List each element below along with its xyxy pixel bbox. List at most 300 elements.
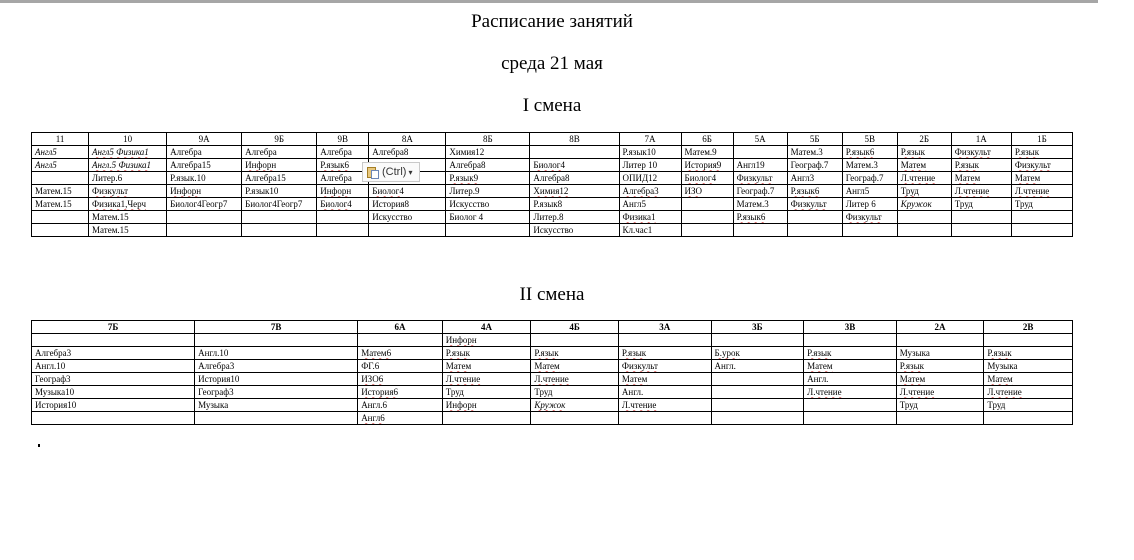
schedule-cell[interactable] bbox=[711, 386, 804, 399]
schedule-cell[interactable] bbox=[89, 172, 167, 185]
lesson-text: Матем bbox=[987, 373, 1013, 384]
table-row bbox=[32, 373, 1073, 386]
schedule-cell[interactable] bbox=[733, 146, 787, 159]
lesson-text: Физкульт bbox=[790, 198, 827, 209]
schedule-cell[interactable] bbox=[530, 159, 619, 172]
lesson-text: Л.чтение bbox=[987, 386, 1022, 397]
lesson-text: Музыка bbox=[198, 399, 229, 410]
schedule-cell[interactable] bbox=[1011, 172, 1072, 185]
schedule-cell[interactable] bbox=[984, 360, 1073, 373]
schedule-cell[interactable] bbox=[242, 198, 317, 211]
schedule-cell[interactable] bbox=[711, 347, 804, 360]
lesson-text: Физика1,Черч bbox=[92, 198, 146, 209]
lesson-text: Литер.6 bbox=[92, 172, 123, 183]
lesson-text: Матем6 bbox=[361, 347, 392, 358]
schedule-cell[interactable] bbox=[804, 373, 897, 386]
lesson-text: Англ.10 bbox=[35, 360, 66, 371]
lesson-text: Англ.5 Физика1 bbox=[92, 159, 152, 170]
column-header-2Б: 2Б bbox=[897, 133, 951, 146]
schedule-cell[interactable] bbox=[1011, 146, 1072, 159]
lesson-text: Алгебра15 bbox=[245, 172, 286, 183]
schedule-cell[interactable] bbox=[89, 211, 167, 224]
schedule-cell[interactable] bbox=[369, 211, 446, 224]
schedule-cell[interactable] bbox=[32, 412, 195, 425]
lesson-text: Биолог4 bbox=[320, 198, 352, 209]
lesson-text: Л.чтение bbox=[900, 172, 936, 183]
schedule-cell[interactable] bbox=[896, 412, 984, 425]
document-date: среда 21 мая bbox=[501, 53, 603, 74]
schedule-cell[interactable] bbox=[804, 360, 897, 373]
schedule-cell[interactable] bbox=[733, 159, 787, 172]
schedule-cell[interactable] bbox=[32, 224, 89, 237]
schedule-cell[interactable] bbox=[531, 386, 619, 399]
schedule-cell[interactable] bbox=[317, 211, 369, 224]
document-title: Расписание занятий bbox=[471, 11, 633, 32]
schedule-cell[interactable] bbox=[896, 373, 984, 386]
schedule-cell[interactable] bbox=[896, 360, 984, 373]
schedule-cell[interactable] bbox=[242, 185, 317, 198]
schedule-cell[interactable] bbox=[32, 159, 89, 172]
lesson-text: Р.язык6 bbox=[845, 146, 875, 157]
schedule-cell[interactable] bbox=[681, 224, 733, 237]
column-header-4Б: 4Б bbox=[531, 321, 619, 334]
schedule-cell[interactable] bbox=[317, 224, 369, 237]
schedule-cell[interactable] bbox=[446, 198, 530, 211]
table-row bbox=[32, 211, 1073, 224]
schedule-cell[interactable] bbox=[317, 185, 369, 198]
lesson-text: Географ.7 bbox=[736, 185, 775, 196]
lesson-text: Матем bbox=[807, 360, 833, 371]
schedule-cell[interactable] bbox=[842, 146, 897, 159]
shift2-schedule-table bbox=[31, 320, 1073, 425]
schedule-cell[interactable] bbox=[1011, 185, 1072, 198]
schedule-cell[interactable] bbox=[32, 373, 195, 386]
lesson-text: Физкульт bbox=[92, 185, 129, 196]
lesson-text: ИЗО6 bbox=[361, 373, 384, 384]
schedule-cell[interactable] bbox=[167, 211, 242, 224]
schedule-cell[interactable] bbox=[89, 159, 167, 172]
schedule-cell[interactable] bbox=[681, 146, 733, 159]
table-row bbox=[32, 159, 1073, 172]
lesson-text: Литер.9 bbox=[449, 185, 480, 196]
schedule-cell[interactable] bbox=[32, 146, 89, 159]
schedule-cell[interactable] bbox=[446, 159, 530, 172]
lesson-text: Труд bbox=[1014, 198, 1033, 209]
chevron-down-icon: ▾ bbox=[408, 167, 413, 177]
lesson-text: Искусство bbox=[372, 211, 413, 222]
schedule-cell[interactable] bbox=[897, 172, 951, 185]
column-header-1А: 1А bbox=[951, 133, 1011, 146]
schedule-cell[interactable] bbox=[442, 399, 531, 412]
lesson-text: Биолог 4 bbox=[449, 211, 484, 222]
schedule-cell[interactable] bbox=[842, 185, 897, 198]
lesson-text: Биолог4Геогр7 bbox=[245, 198, 303, 209]
schedule-cell[interactable] bbox=[619, 211, 681, 224]
schedule-cell[interactable] bbox=[442, 347, 531, 360]
schedule-cell[interactable] bbox=[984, 386, 1073, 399]
schedule-cell[interactable] bbox=[530, 211, 619, 224]
lesson-text: Физкульт bbox=[954, 146, 991, 157]
schedule-cell[interactable] bbox=[897, 159, 951, 172]
schedule-cell[interactable] bbox=[787, 224, 842, 237]
schedule-cell[interactable] bbox=[842, 198, 897, 211]
schedule-cell[interactable] bbox=[711, 360, 804, 373]
schedule-cell[interactable] bbox=[446, 185, 530, 198]
lesson-text: Матем.3 bbox=[790, 146, 823, 157]
schedule-cell[interactable] bbox=[787, 172, 842, 185]
lesson-text: Музыка bbox=[899, 347, 930, 358]
schedule-cell[interactable] bbox=[733, 211, 787, 224]
lesson-text: Матем.3 bbox=[736, 198, 769, 209]
schedule-cell[interactable] bbox=[733, 185, 787, 198]
schedule-cell[interactable] bbox=[531, 412, 619, 425]
schedule-cell[interactable] bbox=[530, 198, 619, 211]
schedule-cell[interactable] bbox=[711, 399, 804, 412]
schedule-cell[interactable] bbox=[951, 211, 1011, 224]
schedule-cell[interactable] bbox=[32, 185, 89, 198]
column-header-3В: 3В bbox=[804, 321, 897, 334]
schedule-cell[interactable] bbox=[618, 347, 711, 360]
schedule-cell[interactable] bbox=[317, 198, 369, 211]
schedule-cell[interactable] bbox=[167, 172, 242, 185]
lesson-text: Физкульт bbox=[845, 211, 882, 222]
schedule-cell[interactable] bbox=[89, 185, 167, 198]
schedule-cell[interactable] bbox=[897, 198, 951, 211]
schedule-cell[interactable] bbox=[1011, 211, 1072, 224]
schedule-cell[interactable] bbox=[618, 386, 711, 399]
schedule-cell[interactable] bbox=[896, 386, 984, 399]
lesson-text: Географ3 bbox=[198, 386, 234, 397]
lesson-text: ИЗО bbox=[684, 185, 703, 196]
schedule-cell[interactable] bbox=[897, 185, 951, 198]
schedule-cell[interactable] bbox=[531, 399, 619, 412]
schedule-cell[interactable] bbox=[530, 172, 619, 185]
table-row bbox=[32, 399, 1073, 412]
schedule-cell[interactable] bbox=[681, 159, 733, 172]
schedule-cell[interactable] bbox=[167, 159, 242, 172]
schedule-cell[interactable] bbox=[619, 224, 681, 237]
lesson-text: История9 bbox=[684, 159, 722, 170]
column-header-7А: 7А bbox=[619, 133, 681, 146]
schedule-cell[interactable] bbox=[242, 172, 317, 185]
lesson-text: Кл.час1 bbox=[622, 224, 653, 235]
lesson-text: Л.чтение bbox=[899, 386, 935, 397]
lesson-text: Матем.15 bbox=[92, 211, 129, 222]
schedule-cell[interactable] bbox=[242, 159, 317, 172]
column-header-2В: 2В bbox=[984, 321, 1073, 334]
schedule-cell[interactable] bbox=[951, 185, 1011, 198]
paragraph-mark bbox=[38, 444, 40, 447]
table-row bbox=[32, 412, 1073, 425]
schedule-cell[interactable] bbox=[897, 224, 951, 237]
schedule-cell[interactable] bbox=[358, 373, 443, 386]
lesson-text: Алгебра3 bbox=[198, 360, 235, 371]
schedule-cell[interactable] bbox=[842, 159, 897, 172]
shift2-header-row bbox=[32, 321, 1073, 334]
lesson-text: Англ5 bbox=[622, 198, 647, 209]
lesson-text: Р.язык10 bbox=[245, 185, 279, 196]
lesson-text: Алгебра bbox=[245, 146, 277, 157]
lesson-text: Матем bbox=[445, 360, 472, 371]
lesson-text: Англ. bbox=[807, 373, 829, 384]
lesson-text: Труд bbox=[899, 399, 918, 410]
column-header-10: 10 bbox=[89, 133, 167, 146]
lesson-text: Инфорн bbox=[445, 399, 477, 410]
schedule-cell[interactable] bbox=[531, 360, 619, 373]
schedule-cell[interactable] bbox=[787, 185, 842, 198]
schedule-cell[interactable] bbox=[167, 224, 242, 237]
schedule-cell[interactable] bbox=[951, 146, 1011, 159]
schedule-cell[interactable] bbox=[1011, 198, 1072, 211]
schedule-cell[interactable] bbox=[369, 146, 446, 159]
lesson-text: Англ5 Физика1 bbox=[92, 146, 149, 157]
lesson-text: Б.урок bbox=[714, 347, 740, 358]
lesson-text: Англ5 bbox=[35, 159, 57, 170]
schedule-cell[interactable] bbox=[733, 198, 787, 211]
schedule-cell[interactable] bbox=[619, 198, 681, 211]
schedule-cell[interactable] bbox=[984, 373, 1073, 386]
lesson-text: Р.язык bbox=[445, 347, 470, 358]
schedule-cell[interactable] bbox=[89, 146, 167, 159]
schedule-cell[interactable] bbox=[442, 373, 531, 386]
lesson-text: Инфорн bbox=[245, 159, 277, 170]
schedule-cell[interactable] bbox=[951, 224, 1011, 237]
schedule-cell[interactable] bbox=[446, 172, 530, 185]
schedule-cell[interactable] bbox=[804, 386, 897, 399]
schedule-cell[interactable] bbox=[842, 172, 897, 185]
schedule-cell[interactable] bbox=[804, 412, 897, 425]
column-header-5Б: 5Б bbox=[787, 133, 842, 146]
lesson-text: Химия12 bbox=[533, 185, 569, 196]
schedule-cell[interactable] bbox=[896, 399, 984, 412]
column-header-1Б: 1Б bbox=[1011, 133, 1072, 146]
lesson-text: Труд bbox=[954, 198, 973, 209]
schedule-cell[interactable] bbox=[531, 347, 619, 360]
paste-options-button[interactable] bbox=[362, 162, 420, 182]
schedule-cell[interactable] bbox=[32, 347, 195, 360]
lesson-text: Л.чтение bbox=[807, 386, 842, 397]
schedule-cell[interactable] bbox=[711, 373, 804, 386]
schedule-cell[interactable] bbox=[619, 185, 681, 198]
lesson-text: Р.язык bbox=[1014, 146, 1040, 157]
schedule-cell[interactable] bbox=[618, 412, 711, 425]
schedule-cell[interactable] bbox=[369, 198, 446, 211]
schedule-cell[interactable] bbox=[32, 360, 195, 373]
schedule-cell[interactable] bbox=[531, 334, 619, 347]
schedule-cell[interactable] bbox=[804, 347, 897, 360]
schedule-cell[interactable] bbox=[89, 224, 167, 237]
schedule-cell[interactable] bbox=[984, 412, 1073, 425]
lesson-text: Физкульт bbox=[1014, 159, 1051, 170]
schedule-cell[interactable] bbox=[1011, 159, 1072, 172]
schedule-cell[interactable] bbox=[681, 172, 733, 185]
schedule-cell[interactable] bbox=[804, 334, 897, 347]
top-ruler-bar bbox=[0, 0, 1098, 3]
lesson-text: Англ3 bbox=[790, 172, 815, 183]
lesson-text: Англ.6 bbox=[361, 399, 387, 410]
schedule-cell[interactable] bbox=[530, 185, 619, 198]
schedule-cell[interactable] bbox=[446, 211, 530, 224]
schedule-cell[interactable] bbox=[317, 172, 369, 185]
lesson-text: Труд bbox=[445, 386, 464, 397]
column-header-7В: 7В bbox=[195, 321, 358, 334]
lesson-text: Р.язык bbox=[954, 159, 980, 170]
lesson-text: Биолог4 bbox=[684, 172, 717, 183]
column-header-5А: 5А bbox=[733, 133, 787, 146]
clipboard-paste-icon bbox=[366, 165, 380, 179]
schedule-cell[interactable] bbox=[681, 198, 733, 211]
lesson-text: Искусство bbox=[449, 198, 490, 209]
shift1-title: I смена bbox=[522, 95, 582, 116]
schedule-cell[interactable] bbox=[896, 334, 984, 347]
schedule-cell[interactable] bbox=[242, 211, 317, 224]
schedule-cell[interactable] bbox=[951, 172, 1011, 185]
schedule-cell[interactable] bbox=[711, 412, 804, 425]
lesson-text: Англ6 bbox=[361, 412, 385, 423]
schedule-cell[interactable] bbox=[167, 146, 242, 159]
lesson-text: Англ.10 bbox=[198, 347, 229, 358]
schedule-cell[interactable] bbox=[358, 334, 443, 347]
schedule-cell[interactable] bbox=[317, 146, 369, 159]
schedule-cell[interactable] bbox=[358, 347, 443, 360]
lesson-text: Географ.7 bbox=[790, 159, 829, 170]
schedule-cell[interactable] bbox=[195, 360, 358, 373]
schedule-cell[interactable] bbox=[32, 386, 195, 399]
lesson-text: Инфорн bbox=[170, 185, 202, 196]
lesson-text: Искусство bbox=[533, 224, 574, 235]
lesson-text: Музыка bbox=[987, 360, 1018, 371]
schedule-cell[interactable] bbox=[32, 334, 195, 347]
schedule-cell[interactable] bbox=[358, 360, 443, 373]
lesson-text: Р.язык bbox=[621, 347, 647, 358]
shift2-title: II смена bbox=[519, 284, 585, 305]
lesson-text: Англ5 bbox=[845, 185, 870, 196]
schedule-cell[interactable] bbox=[167, 198, 242, 211]
schedule-cell[interactable] bbox=[787, 211, 842, 224]
schedule-cell[interactable] bbox=[317, 159, 369, 172]
schedule-cell[interactable] bbox=[951, 198, 1011, 211]
schedule-cell[interactable] bbox=[618, 373, 711, 386]
schedule-cell[interactable] bbox=[733, 224, 787, 237]
schedule-cell[interactable] bbox=[896, 347, 984, 360]
column-header-3Б: 3Б bbox=[711, 321, 804, 334]
schedule-cell[interactable] bbox=[369, 185, 446, 198]
schedule-cell[interactable] bbox=[369, 224, 446, 237]
schedule-cell[interactable] bbox=[619, 159, 681, 172]
schedule-cell[interactable] bbox=[842, 224, 897, 237]
schedule-cell[interactable] bbox=[804, 399, 897, 412]
schedule-cell[interactable] bbox=[711, 334, 804, 347]
schedule-cell[interactable] bbox=[1011, 224, 1072, 237]
lesson-text: Музыка10 bbox=[35, 386, 75, 397]
schedule-cell[interactable] bbox=[446, 146, 530, 159]
schedule-cell[interactable] bbox=[787, 146, 842, 159]
schedule-cell[interactable] bbox=[897, 146, 951, 159]
schedule-cell[interactable] bbox=[618, 360, 711, 373]
lesson-text: Географ.7 bbox=[845, 172, 884, 183]
schedule-cell[interactable] bbox=[530, 224, 619, 237]
lesson-text: Англ5 bbox=[35, 146, 57, 157]
schedule-cell[interactable] bbox=[733, 172, 787, 185]
column-header-6Б: 6Б bbox=[681, 133, 733, 146]
schedule-cell[interactable] bbox=[358, 399, 443, 412]
lesson-text: Кружок bbox=[900, 198, 932, 209]
schedule-cell[interactable] bbox=[442, 334, 531, 347]
schedule-cell[interactable] bbox=[242, 146, 317, 159]
schedule-cell[interactable] bbox=[897, 211, 951, 224]
schedule-cell[interactable] bbox=[842, 211, 897, 224]
column-header-6А: 6А bbox=[358, 321, 443, 334]
schedule-cell[interactable] bbox=[618, 399, 711, 412]
schedule-cell[interactable] bbox=[446, 224, 530, 237]
schedule-cell[interactable] bbox=[442, 360, 531, 373]
schedule-cell[interactable] bbox=[195, 347, 358, 360]
schedule-cell[interactable] bbox=[531, 373, 619, 386]
schedule-cell[interactable] bbox=[32, 399, 195, 412]
lesson-text: Р.язык bbox=[987, 347, 1012, 358]
schedule-cell[interactable] bbox=[358, 386, 443, 399]
schedule-cell[interactable] bbox=[195, 386, 358, 399]
lesson-text: ФГ.6 bbox=[361, 360, 380, 371]
schedule-cell[interactable] bbox=[681, 211, 733, 224]
schedule-cell[interactable] bbox=[619, 172, 681, 185]
schedule-cell[interactable] bbox=[787, 159, 842, 172]
lesson-text: Л.чтение bbox=[1014, 185, 1050, 196]
column-header-11: 11 bbox=[32, 133, 89, 146]
schedule-cell[interactable] bbox=[32, 211, 89, 224]
schedule-cell[interactable] bbox=[681, 185, 733, 198]
schedule-cell[interactable] bbox=[619, 146, 681, 159]
schedule-cell[interactable] bbox=[89, 198, 167, 211]
lesson-text: Англ. bbox=[621, 386, 644, 397]
column-header-9Б: 9Б bbox=[242, 133, 317, 146]
schedule-cell[interactable] bbox=[242, 224, 317, 237]
lesson-text: Алгебра8 bbox=[372, 146, 409, 157]
table-row bbox=[32, 386, 1073, 399]
schedule-cell[interactable] bbox=[195, 373, 358, 386]
schedule-cell[interactable] bbox=[787, 198, 842, 211]
schedule-cell[interactable] bbox=[195, 412, 358, 425]
lesson-text: Алгебра15 bbox=[170, 159, 211, 170]
schedule-cell[interactable] bbox=[32, 198, 89, 211]
schedule-cell[interactable] bbox=[358, 412, 443, 425]
schedule-cell[interactable] bbox=[442, 412, 531, 425]
lesson-text: Литер 6 bbox=[845, 198, 876, 209]
column-header-2А: 2А bbox=[896, 321, 984, 334]
schedule-cell[interactable] bbox=[951, 159, 1011, 172]
schedule-cell[interactable] bbox=[984, 334, 1073, 347]
column-header-9В: 9В bbox=[317, 133, 369, 146]
lesson-text: Матем bbox=[900, 159, 927, 170]
schedule-cell[interactable] bbox=[195, 399, 358, 412]
schedule-cell[interactable] bbox=[167, 185, 242, 198]
lesson-text: Литер 10 bbox=[622, 159, 658, 170]
lesson-text: Биолог4Геогр7 bbox=[170, 198, 228, 209]
schedule-cell[interactable] bbox=[32, 172, 89, 185]
schedule-cell[interactable] bbox=[195, 334, 358, 347]
schedule-cell[interactable] bbox=[618, 334, 711, 347]
lesson-text: Матем.15 bbox=[35, 198, 72, 209]
lesson-text: Р.язык10 bbox=[622, 146, 656, 157]
schedule-cell[interactable] bbox=[984, 399, 1073, 412]
lesson-text: Труд bbox=[534, 386, 553, 397]
schedule-cell[interactable] bbox=[530, 146, 619, 159]
schedule-cell[interactable] bbox=[442, 386, 531, 399]
lesson-text: Алгебра bbox=[320, 172, 352, 183]
lesson-text: Англ. bbox=[714, 360, 736, 371]
schedule-cell[interactable] bbox=[984, 347, 1073, 360]
lesson-text: Р.язык6 bbox=[736, 211, 766, 222]
